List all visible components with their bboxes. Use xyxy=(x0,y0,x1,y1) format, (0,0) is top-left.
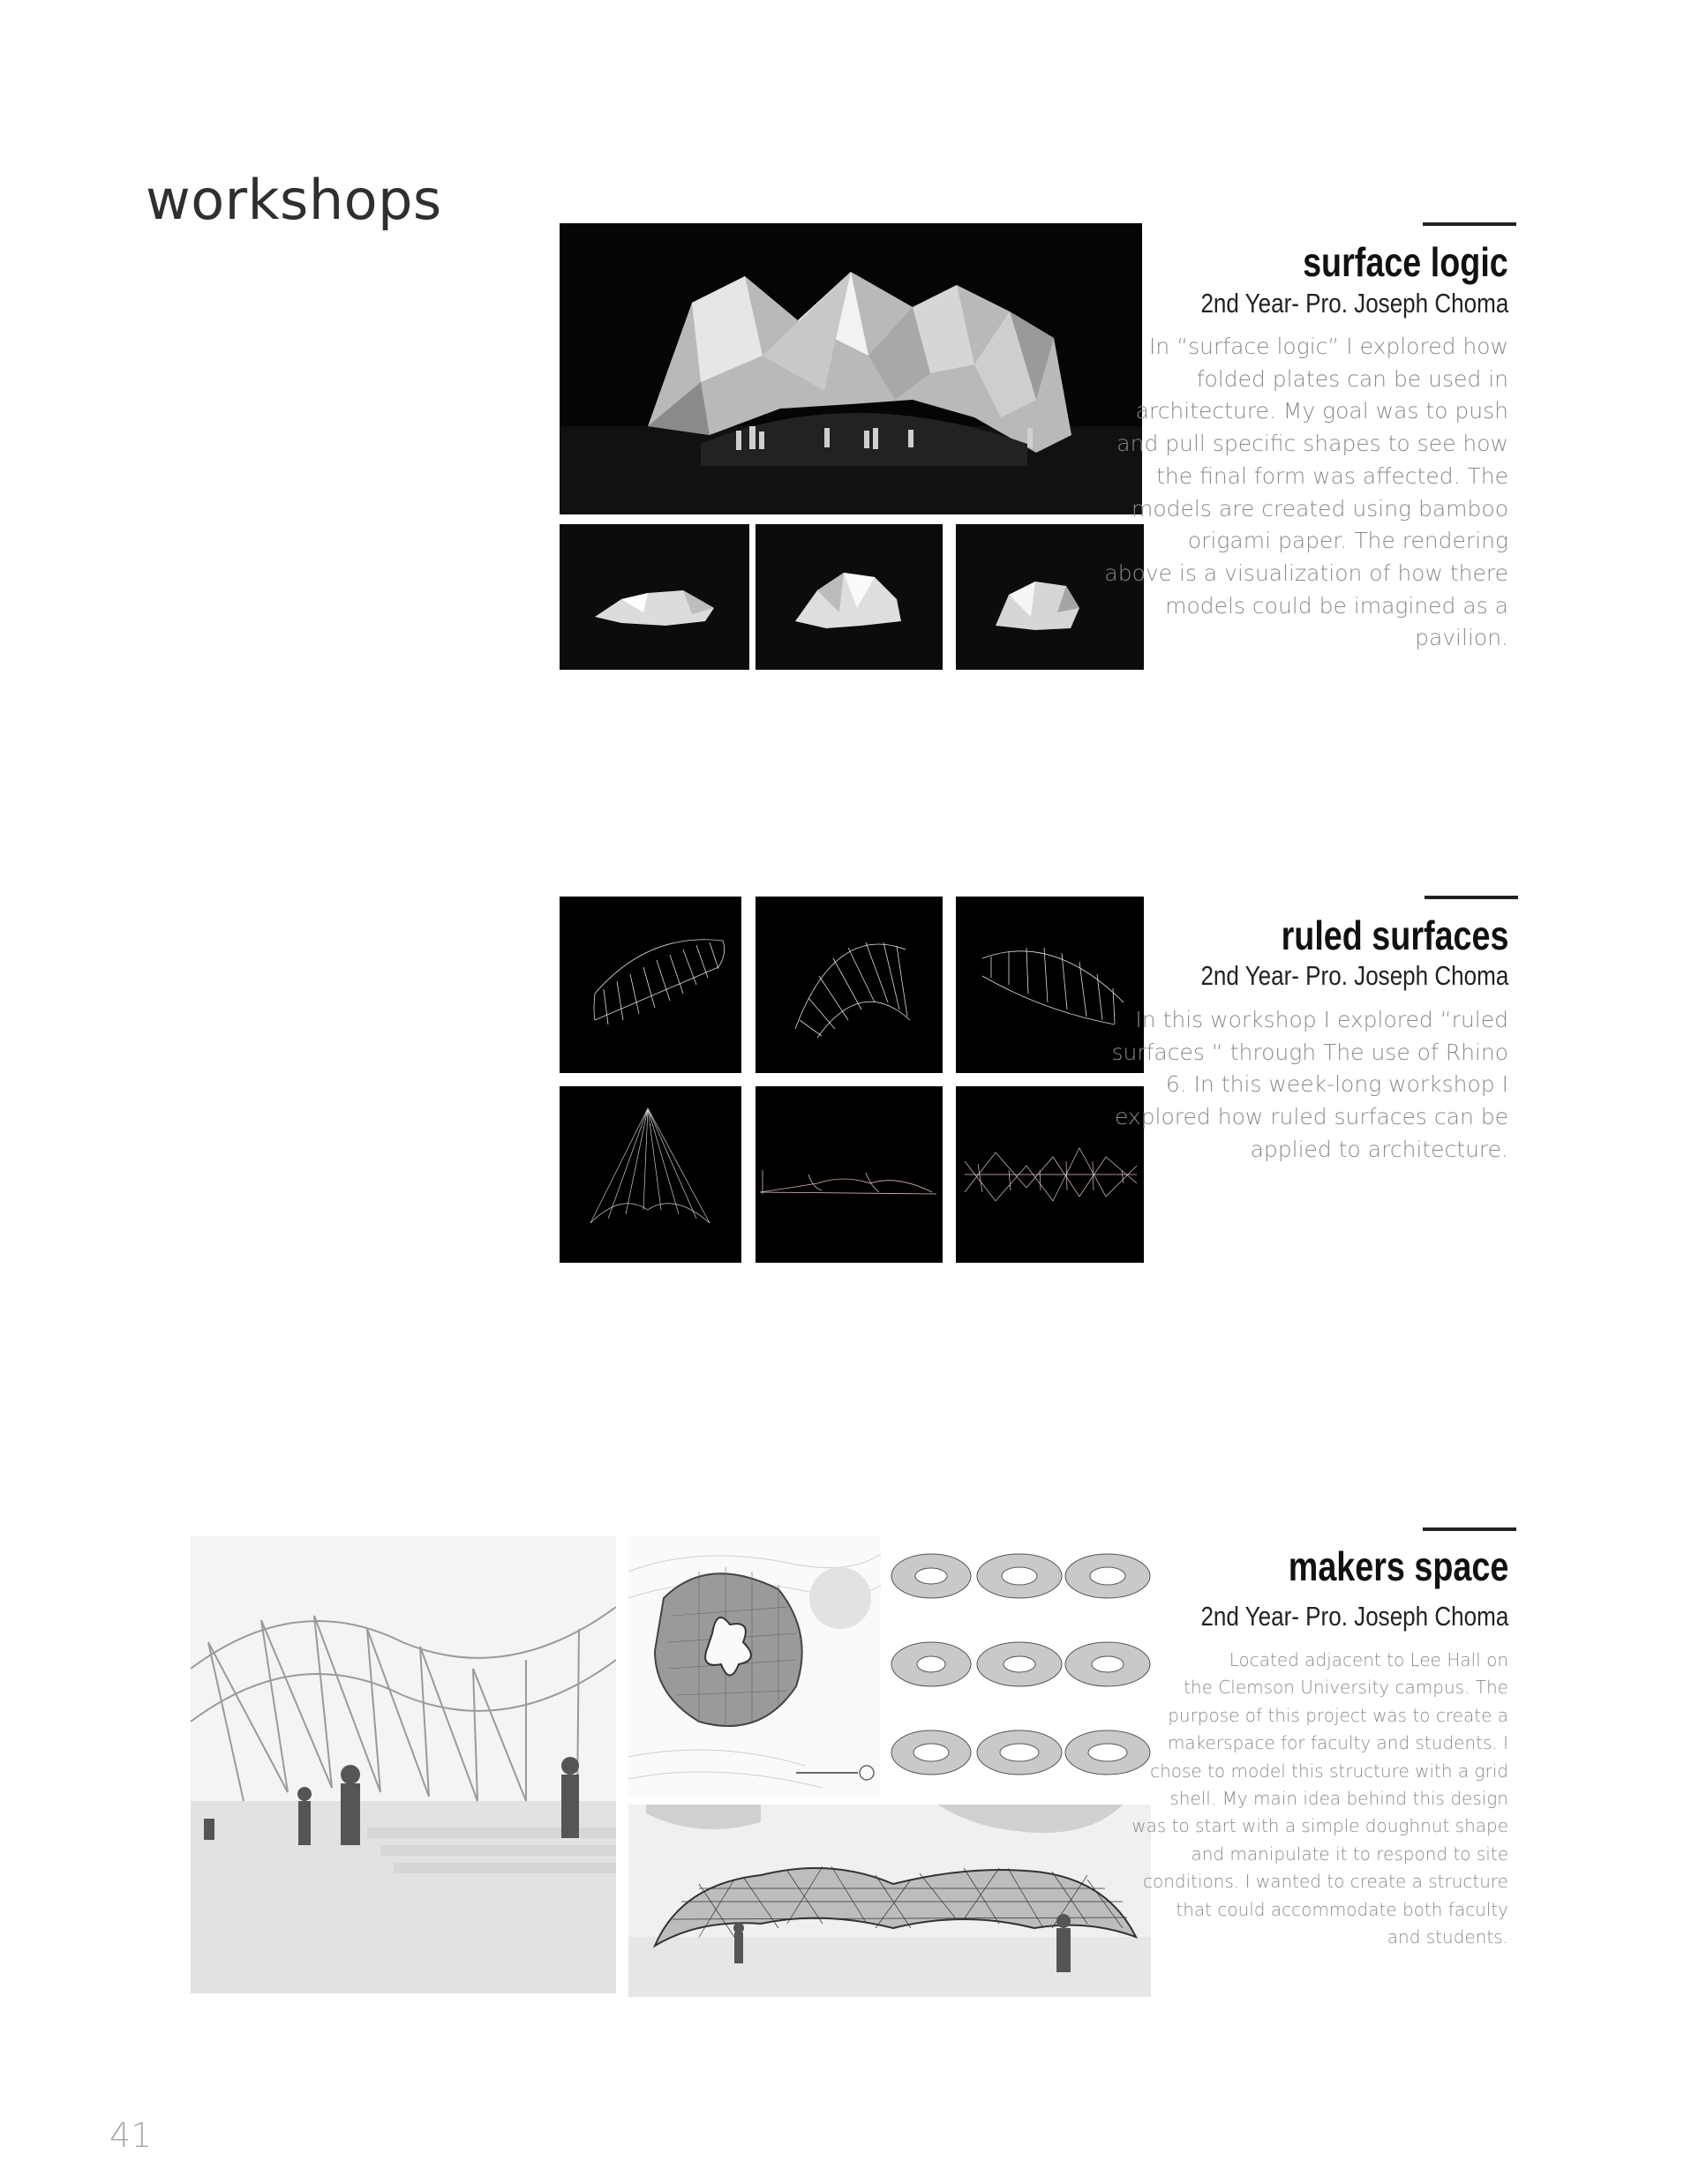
section-subtitle: 2nd Year- Pro. Joseph Choma xyxy=(1200,1601,1508,1632)
ruled-surface-render-4 xyxy=(560,1086,741,1263)
section-rule xyxy=(1423,1527,1516,1531)
makerspace-interior-rendering xyxy=(191,1536,616,1993)
section-subtitle: 2nd Year- Pro. Joseph Choma xyxy=(1200,288,1508,319)
page-number: 41 xyxy=(109,2116,153,2155)
page-title: workshops xyxy=(146,168,442,232)
section-rule xyxy=(1425,896,1518,899)
section-title: ruled surfaces xyxy=(1281,912,1508,958)
folded-model-photo-1 xyxy=(560,524,749,670)
section-description: In this workshop I explored “ruled surfaces “ through The use of Rhino 6. In this week-long workshop I explored how ruled surfaces can be applied to architecture. xyxy=(1111,1007,1508,1162)
section-description: In “surface logic” I explored how folded plates can be used in architecture. My goal was to push and pull specific shapes to see how the final form was affected. The models are created using bamboo origami paper. The rendering above is a visualization of how there models could be imagined as a pavilion. xyxy=(1104,334,1508,651)
ruled-surface-render-1 xyxy=(560,897,741,1073)
folded-model-photo-2 xyxy=(756,524,943,670)
section-subtitle: 2nd Year- Pro. Joseph Choma xyxy=(1200,960,1508,991)
ruled-surface-render-2 xyxy=(756,897,943,1073)
makerspace-form-iterations xyxy=(887,1536,1154,1797)
ruled-surface-render-5 xyxy=(756,1086,943,1263)
section-title: surface logic xyxy=(1303,239,1508,285)
section-description: Located adjacent to Lee Hall on the Clemson University campus. The purpose of this project was to create a makerspace for faculty and students. I chose to model this structure with a grid shell. My main idea behind this design was to start with a simple doughnut shape and manipulate it to respond to site conditions. I wanted to create a structure that could accommodate both faculty and students. xyxy=(1131,1649,1508,1948)
makerspace-site-plan xyxy=(628,1536,881,1797)
section-rule xyxy=(1423,222,1516,226)
folded-pavilion-rendering xyxy=(560,223,1142,514)
makerspace-gridshell-rendering xyxy=(628,1805,1151,1997)
section-title: makers space xyxy=(1288,1543,1508,1589)
